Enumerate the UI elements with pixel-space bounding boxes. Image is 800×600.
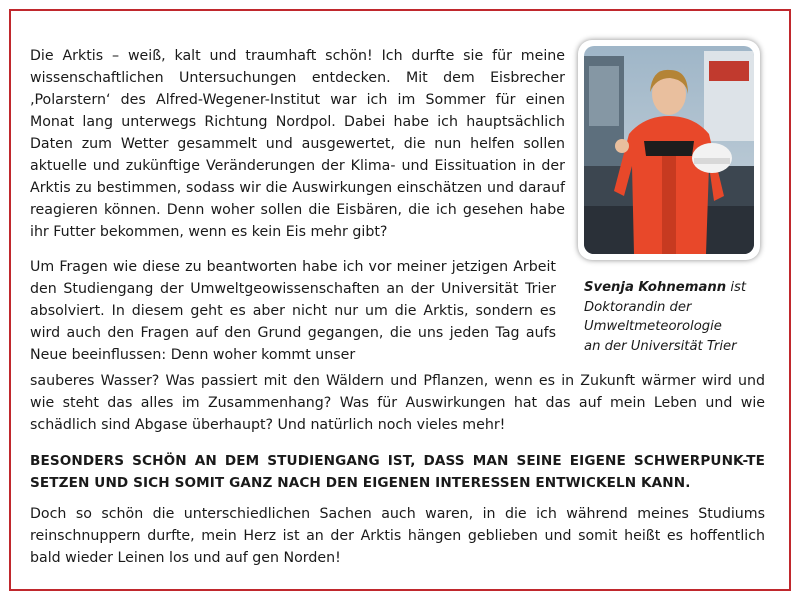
portrait-photo-frame	[578, 40, 760, 260]
paragraph-closing: Doch so schön die unterschiedlichen Sachen auch waren, in die ich während meines Studiums reinschnuppern durfte, mein Herz ist an der Arktis hängen geblieben und somit heißt es hoffentlich bald wieder Leinen los und auf gen Norden!	[30, 506, 765, 566]
highlight-statement: BESONDERS SCHÖN AN DEM STUDIENGANG IST, DASS MAN SEINE EIGENE SCHWERPUNK-TE SETZEN UND SICH SOMIT GANZ NACH DEN EIGENEN INTERESSEN ENTWICKELN KANN.	[30, 453, 765, 491]
photo-caption	[584, 278, 774, 356]
paragraph-arctic-expedition: Die Arktis – weiß, kalt und traumhaft schön! Ich durfte sie für meine wissenschaftlichen Untersuchungen entdecken. Mit dem Eisbrecher ‚Polarstern‘ des Alfred-Wegener-Institut war ich im Sommer für einen Monat lang unterwegs Richtung Nordpol. Dabei habe ich hauptsächlich Daten zum Wetter gesammelt und ausgewertet, die nun helfen sollen aktuelle und zukünftige Veränderungen der Klima- und Eissituation in der Arktis zu bestimmen, sodass wir die Auswirkungen einschätzen und darauf reagieren können. Denn woher sollen die Eisbären, die ich gesehen habe ihr Futter bekommen, wenn es kein Eis mehr gibt?	[30, 48, 565, 240]
portrait-illustration	[584, 46, 754, 254]
portrait-photo	[584, 46, 754, 254]
caption-line4: an der Universität Trier	[584, 338, 737, 354]
caption-line1-rest: ist	[726, 280, 747, 295]
caption-line2: Doktorandin der	[584, 299, 692, 315]
caption-name: Svenja Kohnemann	[584, 280, 727, 295]
caption-line3: Umweltmeteorologie	[584, 319, 722, 334]
paragraph-study-part1: Um Fragen wie diese zu beantworten habe ich vor meiner jetzigen Arbeit den Studiengang der Umweltgeowissenschaften an der Universität Trier absolviert. In diesem geht es aber nicht nur um die Arktis, sondern es wird auch den Fragen auf den Grund gegangen, die uns jeden Tag aufs Neue beeinflussen: Denn woher kommt unser	[30, 259, 556, 363]
paragraph-study-part2: sauberes Wasser? Was passiert mit den Wäldern und Pflanzen, wenn es in Zukunft wärmer wird und wie steht das alles im Zusammenhang? Was für Auswirkungen hat das auf mein Leben und wie schädlich sind Abgase überhaupt? Und natürlich noch vieles mehr!	[30, 373, 765, 433]
